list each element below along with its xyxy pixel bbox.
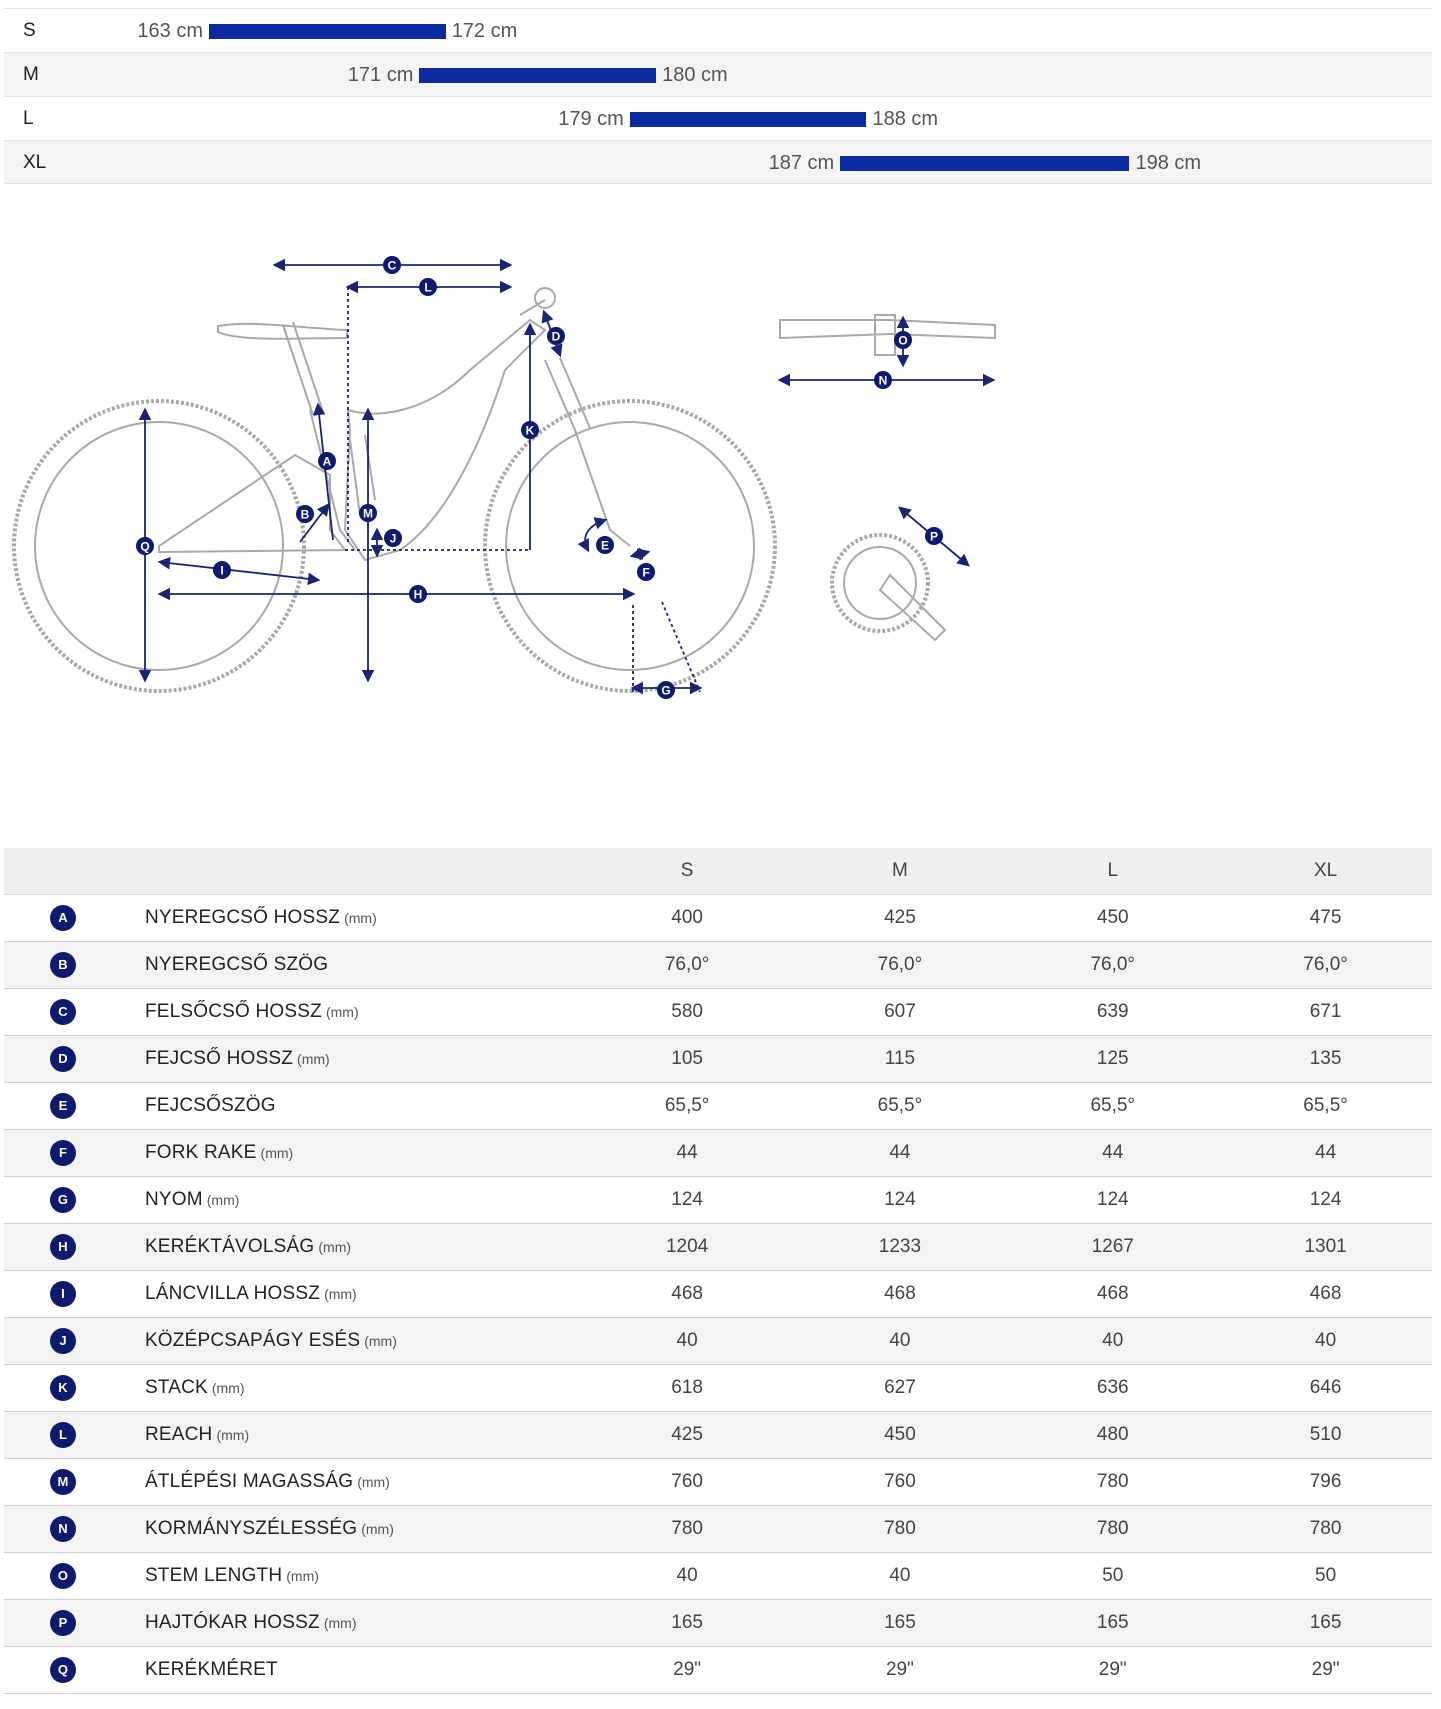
measurement-name-cell [76, 1646, 581, 1693]
value-cell: 65,5° [581, 1082, 794, 1129]
diagram-badge-q [136, 537, 154, 555]
value-cell: 124 [581, 1176, 794, 1223]
saddle [218, 324, 347, 339]
row-badge-cell [4, 1364, 76, 1411]
row-badge: H [50, 1234, 76, 1260]
table-row [4, 941, 1432, 988]
row-badge: N [50, 1516, 76, 1542]
measurement-name: NYEREGCSŐ HOSSZ [144, 906, 341, 928]
value-cell: 44 [794, 1129, 1007, 1176]
measurement-unit: (mm) [211, 1379, 245, 1396]
row-badge: L [50, 1422, 76, 1448]
table-row [4, 1646, 1432, 1693]
bike-geometry-diagram [0, 230, 1441, 790]
measurement-name-cell [76, 941, 581, 988]
svg-text:J: J [389, 531, 397, 546]
measurement-name: KERÉKTÁVOLSÁG [144, 1235, 315, 1257]
measurement-unit: (mm) [216, 1426, 250, 1443]
row-badge-cell [4, 1552, 76, 1599]
value-cell: 44 [1219, 1129, 1432, 1176]
size-label: XL [23, 152, 47, 173]
svg-text:F: F [642, 565, 650, 580]
value-cell: 165 [1219, 1599, 1432, 1646]
value-cell: 40 [581, 1552, 794, 1599]
value-cell: 105 [581, 1035, 794, 1082]
measurement-name-cell [76, 1458, 581, 1505]
row-badge: A [50, 905, 76, 931]
value-cell: 135 [1219, 1035, 1432, 1082]
diagram-badge-b [296, 505, 314, 523]
diagram-badge-m [359, 504, 377, 522]
measurement-name-cell [76, 1317, 581, 1364]
measurement-name: LÁNCVILLA HOSSZ [144, 1282, 321, 1304]
fork [545, 358, 630, 546]
row-badge: I [50, 1281, 76, 1307]
measurement-name: NYEREGCSŐ SZÖG [144, 953, 329, 975]
svg-text:A: A [322, 454, 332, 469]
header-empty-badge [4, 848, 76, 894]
row-badge-cell [4, 1317, 76, 1364]
value-cell: 40 [794, 1552, 1007, 1599]
min-height-label: 171 cm [347, 64, 414, 86]
dim-a [318, 405, 333, 540]
table-row [4, 1223, 1432, 1270]
value-cell: 124 [794, 1176, 1007, 1223]
value-cell: 510 [1219, 1411, 1432, 1458]
value-cell: 40 [794, 1317, 1007, 1364]
value-cell: 76,0° [1219, 941, 1432, 988]
svg-text:P: P [929, 529, 939, 544]
value-cell: 124 [1219, 1176, 1432, 1223]
value-cell: 796 [1219, 1458, 1432, 1505]
row-badge-cell [4, 1176, 76, 1223]
value-cell: 475 [1219, 894, 1432, 941]
size-range-row [4, 96, 1432, 140]
row-badge: P [50, 1610, 76, 1636]
value-cell: 1204 [581, 1223, 794, 1270]
value-cell: 44 [1006, 1129, 1219, 1176]
measurement-name-cell [76, 1411, 581, 1458]
value-cell: 425 [581, 1411, 794, 1458]
dim-f [632, 552, 648, 556]
diagram-badge-j [384, 529, 402, 547]
value-cell: 29" [1219, 1646, 1432, 1693]
value-cell: 124 [1006, 1176, 1219, 1223]
value-cell: 671 [1219, 988, 1432, 1035]
value-cell: 639 [1006, 988, 1219, 1035]
value-cell: 115 [794, 1035, 1007, 1082]
row-badge-cell [4, 1646, 76, 1693]
measurement-name-cell [76, 1082, 581, 1129]
measurement-name-cell [76, 1176, 581, 1223]
value-cell: 65,5° [1219, 1082, 1432, 1129]
row-badge: G [50, 1187, 76, 1213]
stem-cap [535, 288, 555, 308]
measurement-name-cell [76, 1129, 581, 1176]
diagram-badge-p [925, 527, 943, 545]
value-cell: 40 [1219, 1317, 1432, 1364]
measurement-unit: (mm) [297, 1050, 330, 1067]
measurement-unit: (mm) [325, 1003, 359, 1020]
rear-triangle [159, 455, 345, 552]
measurement-unit: (mm) [286, 1567, 319, 1584]
diagram-badge-k [521, 421, 539, 439]
measurement-unit: (mm) [344, 909, 377, 926]
measurement-name-cell [76, 1552, 581, 1599]
dimension-lines [145, 265, 993, 692]
header-size-m: M [794, 848, 1007, 894]
value-cell: 780 [1219, 1505, 1432, 1552]
measurement-name: FELSŐCSŐ HOSSZ [144, 1000, 322, 1022]
height-range-bar [630, 112, 867, 127]
measurement-name: FORK RAKE [144, 1141, 257, 1163]
value-cell: 400 [581, 894, 794, 941]
measurement-name: KERÉKMÉRET [144, 1658, 278, 1680]
table-row [4, 1599, 1432, 1646]
value-cell: 780 [1006, 1458, 1219, 1505]
value-cell: 1301 [1219, 1223, 1432, 1270]
header-empty-name [76, 848, 581, 894]
chainring [832, 535, 928, 631]
value-cell: 425 [794, 894, 1007, 941]
measurement-name-cell [76, 1223, 581, 1270]
row-badge-cell [4, 1223, 76, 1270]
table-row [4, 1082, 1432, 1129]
height-range-bar [419, 68, 656, 83]
row-badge-cell [4, 1082, 76, 1129]
svg-text:D: D [551, 329, 561, 344]
value-cell: 760 [794, 1458, 1007, 1505]
value-cell: 468 [581, 1270, 794, 1317]
table-row [4, 894, 1432, 941]
svg-text:B: B [300, 507, 310, 522]
svg-text:M: M [363, 506, 373, 521]
table-row [4, 1270, 1432, 1317]
value-cell: 76,0° [1006, 941, 1219, 988]
svg-text:G: G [661, 683, 671, 698]
row-badge-cell [4, 1129, 76, 1176]
value-cell: 40 [1006, 1317, 1219, 1364]
measurement-unit: (mm) [357, 1473, 390, 1490]
size-label: L [23, 108, 34, 129]
value-cell: 480 [1006, 1411, 1219, 1458]
bike-drawing [14, 288, 995, 691]
value-cell: 1233 [794, 1223, 1007, 1270]
row-badge: F [50, 1140, 76, 1166]
value-cell: 65,5° [794, 1082, 1007, 1129]
row-badge: O [50, 1563, 76, 1589]
measurement-name-cell [76, 1599, 581, 1646]
value-cell: 607 [794, 988, 1007, 1035]
row-badge: K [50, 1375, 76, 1401]
table-row [4, 1505, 1432, 1552]
measurement-name: ÁTLÉPÉSI MAGASSÁG [144, 1470, 354, 1492]
svg-text:E: E [600, 538, 610, 553]
header-size-s: S [581, 848, 794, 894]
min-height-label: 163 cm [137, 20, 203, 42]
svg-text:I: I [220, 563, 224, 578]
geometry-table [4, 848, 1432, 1694]
value-cell: 29" [1006, 1646, 1219, 1693]
row-badge: C [50, 999, 76, 1025]
table-row [4, 1364, 1432, 1411]
value-cell: 40 [581, 1317, 794, 1364]
value-cell: 618 [581, 1364, 794, 1411]
table-row [4, 1411, 1432, 1458]
value-cell: 646 [1219, 1364, 1432, 1411]
height-range-bar [840, 156, 1129, 171]
measurement-name-cell [76, 988, 581, 1035]
row-badge-cell [4, 1035, 76, 1082]
max-height-label: 188 cm [872, 108, 939, 130]
table-row [4, 1317, 1432, 1364]
row-badge-cell [4, 988, 76, 1035]
diagram-badge-h [409, 585, 427, 603]
row-badge: J [50, 1328, 76, 1354]
value-cell: 165 [794, 1599, 1007, 1646]
table-row [4, 1552, 1432, 1599]
value-cell: 165 [1006, 1599, 1219, 1646]
header-size-xl: XL [1219, 848, 1432, 894]
size-range-row [4, 8, 1432, 52]
value-cell: 29" [581, 1646, 794, 1693]
measurement-name: FEJCSŐ HOSSZ [144, 1047, 294, 1069]
diagram-badge-f [637, 563, 655, 581]
measurement-unit: (mm) [323, 1614, 357, 1631]
value-cell: 780 [581, 1505, 794, 1552]
frame-main [345, 320, 545, 560]
measurement-unit: (mm) [318, 1238, 352, 1255]
row-badge-cell [4, 1411, 76, 1458]
diagram-badge-n [874, 371, 892, 389]
min-height-label: 179 cm [558, 108, 624, 130]
diagram-badge-g [657, 681, 675, 699]
value-cell: 450 [794, 1411, 1007, 1458]
diagram-badge-e [596, 536, 614, 554]
svg-text:K: K [525, 423, 535, 438]
diagram-badge-c [383, 256, 401, 274]
measurement-unit: (mm) [324, 1285, 357, 1302]
value-cell: 44 [581, 1129, 794, 1176]
row-badge: E [50, 1093, 76, 1119]
seatpost [283, 322, 323, 415]
min-height-label: 187 cm [768, 152, 835, 174]
measurement-name-cell [76, 1035, 581, 1082]
dim-i [160, 562, 318, 580]
rider-height-size-chart [4, 8, 1432, 184]
measurement-name: FEJCSŐSZÖG [144, 1094, 276, 1116]
diagram-badge-d [547, 327, 565, 345]
max-height-label: 180 cm [662, 64, 728, 86]
row-badge-cell [4, 1458, 76, 1505]
row-badge-cell [4, 1505, 76, 1552]
header-size-l: L [1006, 848, 1219, 894]
measurement-name: KÖZÉPCSAPÁGY ESÉS [144, 1329, 361, 1351]
value-cell: 1267 [1006, 1223, 1219, 1270]
table-row [4, 1176, 1432, 1223]
dim-g-guide-2 [662, 602, 700, 692]
value-cell: 165 [581, 1599, 794, 1646]
measurement-unit: (mm) [361, 1520, 394, 1537]
value-cell: 780 [1006, 1505, 1219, 1552]
value-cell: 468 [1006, 1270, 1219, 1317]
value-cell: 580 [581, 988, 794, 1035]
row-badge-cell [4, 894, 76, 941]
measurement-name-cell [76, 1364, 581, 1411]
svg-text:H: H [413, 587, 423, 602]
value-cell: 760 [581, 1458, 794, 1505]
diagram-badge-i [213, 561, 231, 579]
value-cell: 468 [794, 1270, 1007, 1317]
measurement-name: NYOM [144, 1188, 203, 1210]
measurement-name: STEM LENGTH [144, 1564, 283, 1586]
diagram-badge-o [894, 331, 912, 349]
row-badge-cell [4, 1270, 76, 1317]
value-cell: 29" [794, 1646, 1007, 1693]
value-cell: 780 [794, 1505, 1007, 1552]
max-height-label: 172 cm [451, 20, 518, 42]
chainring-inner [844, 547, 916, 619]
value-cell: 636 [1006, 1364, 1219, 1411]
value-cell: 468 [1219, 1270, 1432, 1317]
value-cell: 125 [1006, 1035, 1219, 1082]
svg-text:N: N [878, 373, 888, 388]
value-cell: 627 [794, 1364, 1007, 1411]
value-cell: 76,0° [581, 941, 794, 988]
height-range-bar [209, 24, 446, 39]
table-row [4, 1458, 1432, 1505]
table-header-row [4, 848, 1432, 894]
measurement-name: KORMÁNYSZÉLESSÉG [144, 1517, 358, 1539]
measurement-name-cell [76, 894, 581, 941]
diagram-badge-a [318, 452, 336, 470]
value-cell: 450 [1006, 894, 1219, 941]
row-badge-cell [4, 1599, 76, 1646]
measurement-name-cell [76, 1505, 581, 1552]
table-row [4, 1129, 1432, 1176]
dimension-badges [136, 256, 943, 699]
table-row [4, 1035, 1432, 1082]
max-height-label: 198 cm [1135, 152, 1202, 174]
svg-text:L: L [424, 280, 432, 295]
value-cell: 65,5° [1006, 1082, 1219, 1129]
measurement-unit: (mm) [260, 1144, 294, 1161]
size-range-row [4, 140, 1432, 184]
table-row [4, 988, 1432, 1035]
size-label: S [23, 20, 36, 41]
row-badge: B [50, 952, 76, 978]
measurement-unit: (mm) [364, 1332, 397, 1349]
measurement-unit: (mm) [206, 1191, 240, 1208]
svg-text:O: O [898, 333, 908, 348]
measurement-name: REACH [144, 1423, 213, 1445]
value-cell: 50 [1006, 1552, 1219, 1599]
size-range-row [4, 52, 1432, 96]
row-badge-cell [4, 941, 76, 988]
measurement-name: HAJTÓKAR HOSSZ [144, 1611, 320, 1633]
svg-text:C: C [387, 258, 397, 273]
row-badge: Q [50, 1657, 76, 1683]
value-cell: 76,0° [794, 941, 1007, 988]
shock [350, 435, 375, 515]
size-label: M [23, 64, 39, 85]
measurement-name: STACK [144, 1376, 208, 1398]
value-cell: 50 [1219, 1552, 1432, 1599]
diagram-badge-l [419, 278, 437, 296]
svg-text:Q: Q [140, 539, 150, 554]
handlebar [780, 320, 995, 338]
row-badge: D [50, 1046, 76, 1072]
row-badge: M [50, 1469, 76, 1495]
measurement-name-cell [76, 1270, 581, 1317]
